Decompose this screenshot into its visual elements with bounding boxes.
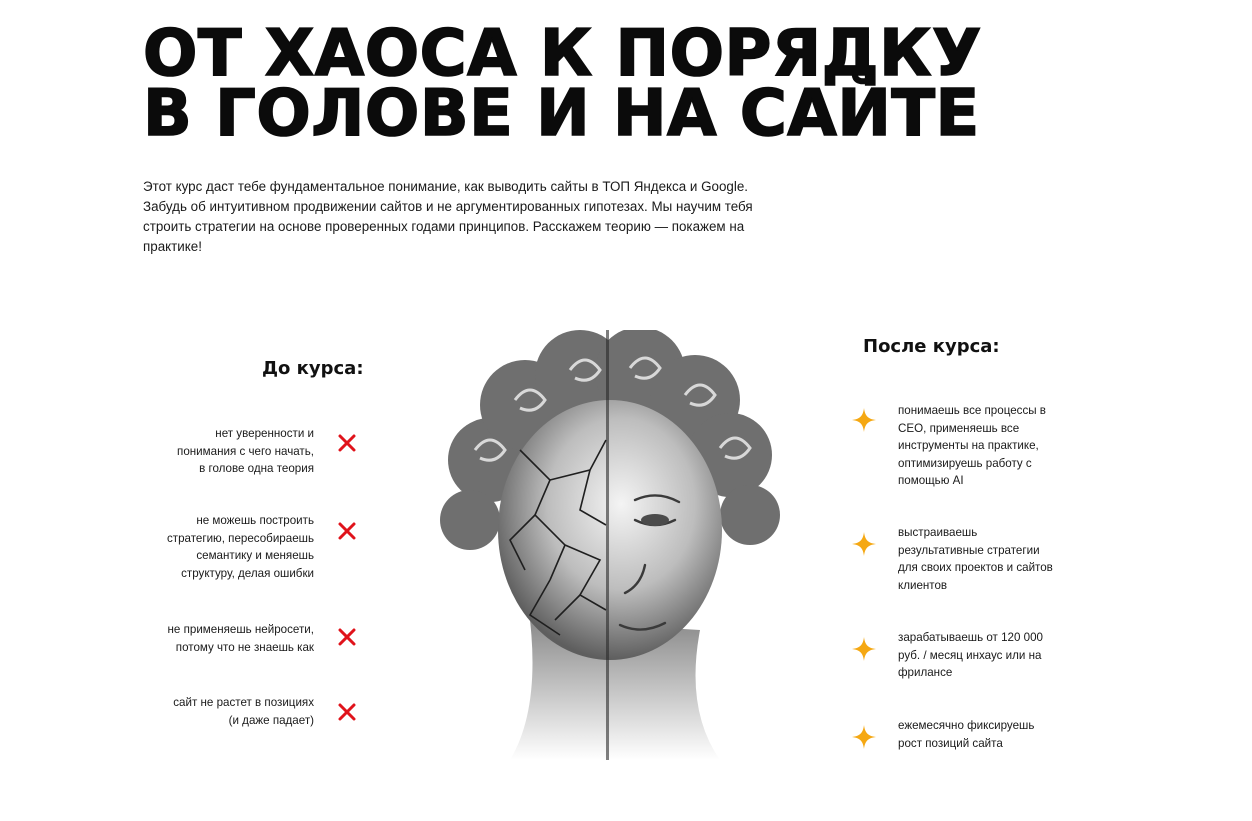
sparkle-icon [851, 531, 877, 557]
after-item-1-line: инструменты на практике, [898, 439, 1039, 452]
after-item-1-line: помощью AI [898, 474, 964, 487]
hero-title-line-1: ОТ ХАОСА К ПОРЯДКУ [143, 17, 982, 91]
after-item-2-line: для своих проектов и сайтов [898, 561, 1053, 574]
before-item-4 [114, 694, 314, 729]
before-item-4-line: (и даже падает) [228, 713, 314, 727]
after-item-3-line: руб. / месяц инхаус или на [898, 648, 1042, 662]
after-item-1-line: СЕО, применяешь все [898, 421, 1020, 435]
before-item-1-line: понимания с чего начать, [177, 444, 314, 458]
before-item-3-line: не применяешь нейросети, [167, 623, 314, 636]
after-item-2-line: выстраиваешь [898, 526, 978, 539]
cross-icon [337, 521, 357, 541]
before-item-2-line: структуру, делая ошибки [181, 566, 314, 580]
before-item-2-line: не можешь построить [196, 514, 314, 527]
cross-icon [337, 627, 357, 647]
after-item-1 [898, 402, 1078, 490]
after-heading: После курса: [863, 336, 1000, 357]
after-item-1-line: оптимизируешь работу с [898, 456, 1032, 470]
before-item-2 [114, 512, 314, 582]
after-item-4-line: ежемесячно фиксируешь [898, 719, 1035, 732]
lead-paragraph: Этот курс даст тебе фундаментальное понимание, как выводить сайты в ТОП Яндекса и Google. Забудь об интуитивном продвижении сайтов и не аргументированных гипотезах. Мы научим тебя строить стратегии на основе проверенных годами принципов. Расскажем теорию — покажем на практике! [143, 179, 753, 254]
cross-icon [337, 433, 357, 453]
before-item-3-line: потому что не знаешь как [175, 640, 314, 654]
after-item-4 [898, 717, 1078, 752]
hero-title [143, 17, 982, 151]
before-item-1-line: нет уверенности и [215, 427, 314, 440]
after-item-4-line: рост позиций сайта [898, 736, 1003, 750]
before-item-4-line: сайт не растет в позициях [173, 696, 314, 709]
before-heading: До курса: [262, 358, 364, 379]
before-item-2-line: семантику и меняешь [196, 549, 314, 562]
sparkle-icon [851, 407, 877, 433]
cross-icon [337, 702, 357, 722]
before-item-3 [114, 621, 314, 656]
after-item-2 [898, 524, 1078, 594]
after-item-3-line: фрилансе [898, 666, 953, 679]
before-item-2-line: стратегию, пересобираешь [166, 531, 314, 545]
after-item-3-line: зарабатываешь от 120 000 [898, 631, 1043, 644]
sparkle-icon [851, 636, 877, 662]
after-item-1-line: понимаешь все процессы в [898, 404, 1046, 417]
after-item-2-line: результативные стратегии [898, 543, 1040, 557]
sparkle-icon [851, 724, 877, 750]
before-item-1-line: в голове одна теория [199, 462, 314, 475]
hero-title-line-2: В ГОЛОВЕ И НА САЙТЕ [143, 77, 980, 151]
after-item-3 [898, 629, 1078, 682]
before-item-1 [114, 425, 314, 478]
after-item-2-line: клиентов [898, 578, 948, 592]
statue-bust-illustration [430, 330, 790, 760]
